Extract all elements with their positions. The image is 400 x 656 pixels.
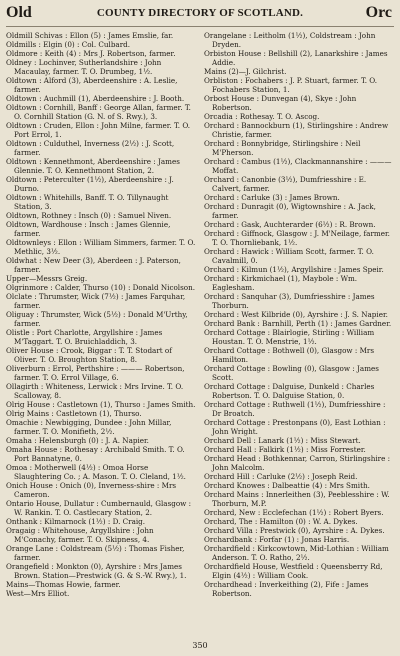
directory-entry: Olgrinmore : Calder, Thurso (10) : Donald Nicolson.	[6, 283, 196, 292]
directory-entry: Orchard : Bonnybridge, Stirlingshire : Neil M'Pherson.	[204, 139, 361, 157]
directory-entry: Olrig House : Castletown (1), Thurso : James Smith.	[6, 400, 196, 409]
page-number: 350	[192, 641, 208, 650]
directory-entry: Orchard : Carluke (3) : James Brown.	[204, 193, 340, 202]
directory-entry: Oliver House : Crook, Biggar : T. T. Stodart of Oliver. T. O. Broughton Station, 8.	[6, 346, 172, 364]
directory-entry: Omoa : Motherwell (4½) : Omoa Horse Slaughtering Co. ; A. Mason. T. O. Cleland, 1½.	[6, 463, 186, 481]
directory-entry: Oldmill Schivas : Ellon (5) : James Emslie, far.	[6, 31, 174, 40]
directory-entry: Oragaig : Whitehouse, Argyllshire : John M'Conachy, farmer. T. O. Skipness, 4.	[6, 526, 154, 544]
directory-entry: Orchard Hall : Falkirk (1½) : Miss Forrester.	[204, 445, 366, 454]
directory-entry: Olistle : Port Charlotte, Argyllshire : James M'Taggart. T. O. Bruichladdich, 3.	[6, 328, 163, 346]
directory-entry: Orchard Cottage : Ruthwell (1½), Dumfriesshire : Dr Broatch.	[204, 400, 386, 418]
directory-entry: Orchard Head : Bothkennar, Carron, Stirlingshire : John Malcolm.	[204, 454, 391, 472]
directory-entry: Orangelane : Leitholm (1½), Coldstream : John Dryden.	[204, 31, 376, 49]
directory-entry: Oldtownleys : Ellon : William Simmers, farmer. T. O. Methlic, 3½.	[6, 238, 196, 256]
directory-entry: Oldtown : Cornhill, Banff : George Allan, farmer. T. O. Cornhill Station (G. N. of S. Rwy.), 3.	[6, 103, 191, 121]
directory-entry: Orbliston : Fochabers : J. P. Stuart, farmer. T. O. Fochabers Station, 1.	[204, 76, 378, 94]
header-right-guide: Orc	[365, 4, 392, 21]
right-column	[204, 31, 394, 598]
directory-entry: Oldtown : Kennethmont, Aberdeenshire : James Glennie. T. O. Kennethmont Station, 2.	[6, 157, 180, 175]
directory-entry: Orchard, New : Ecclefechan (1½) : Robert Byers.	[204, 508, 384, 517]
directory-entry: Oldney : Lochinver, Sutherlandshire : John Macaulay, farmer. T. O. Drumbeg, 1½.	[6, 58, 162, 76]
directory-entry: Orchard Cottage : Prestonpans (0), East Lothian : John Wright.	[204, 418, 386, 436]
directory-entry: Orchard : Hawick : William Scott, farmer. T. O. Cavalmill, 0.	[204, 247, 374, 265]
directory-entry: Ollagirth : Whiteness, Lerwick : Mrs Irvine. T. O. Scalloway, 8.	[6, 382, 184, 400]
entry-columns	[6, 31, 394, 598]
directory-entry: Onthank : Kilmarnock (1½) : D. Craig.	[6, 517, 146, 526]
directory-entry: Orchardfield : Kirkcowtown, Mid-Lothian : William Anderson. T. O. Ratho, 2½.	[204, 544, 389, 562]
directory-entry: Orchard : Gask, Auchterarder (6½) : R. Brown.	[204, 220, 376, 229]
directory-entry: Oldtown : Cruden, Ellon : John Milne, farmer. T. O. Port Errol, 1.	[6, 121, 191, 139]
directory-entry: Oldmore : Keith (4) : Mrs J. Robertson, farmer.	[6, 49, 176, 58]
directory-entry: Orchard : Kilmun (1½), Argyllshire : James Speir.	[204, 265, 384, 274]
directory-entry: Orchard Bank : Barnhill, Perth (1) : James Gardner.	[204, 319, 392, 328]
directory-entry: Orchard, The : Hamilton (0) : W. A. Dykes.	[204, 517, 358, 526]
directory-entry: Oldmills : Elgin (0) : Col. Culbard.	[6, 40, 131, 49]
directory-entry: Orchard : Kirkmichael (1), Maybole : Wm. Eaglesham.	[204, 274, 358, 292]
directory-entry: Omaha : Helensburgh (0) : J. A. Napier.	[6, 436, 149, 445]
directory-entry: Orchard : Sanquhar (3), Dumfriesshire : James Thorburn.	[204, 292, 375, 310]
directory-entry: Oliguay : Thrumster, Wick (5½) : Donald M'Urthy, farmer.	[6, 310, 188, 328]
directory-entry: Oldwhat : New Deer (3), Aberdeen : J. Paterson, farmer.	[6, 256, 181, 274]
header-left-guide: Old	[6, 4, 32, 21]
directory-entry: Mains (2)—J. Gilchrist.	[204, 67, 287, 76]
left-column	[6, 31, 196, 598]
directory-entry: Orchard : Bannockburn (1), Stirlingshire : Andrew Christie, farmer.	[204, 121, 389, 139]
directory-entry: Orchardhead : Inverkeithing (2), Fife : James Robertson.	[204, 580, 369, 598]
directory-entry: Oldtown : Whitehills, Banff. T. O. Tillynaught Station, 3.	[6, 193, 169, 211]
directory-entry: Ontario House, Dullatur : Cumbernauld, Glasgow : W. Rankin. T. O. Castlecary Station, 2.	[6, 499, 192, 517]
directory-entry: Orchard Knowes : Dalbeattie (4) : Mrs Smith.	[204, 481, 370, 490]
directory-entry: Orchard Cottage : Dalguise, Dunkeld : Charles Robertson. T. O. Dalguise Station, 0.	[204, 382, 375, 400]
directory-entry: Orchard : Dunragit (0), Wigtownshire : A. Jack, farmer.	[204, 202, 376, 220]
page-header	[6, 0, 394, 27]
directory-entry: Orchard Mains : Innerleithen (3), Peeblesshire : W. Thorburn, M.P.	[204, 490, 390, 508]
directory-entry: Orange Lane : Coldstream (5½) : Thomas Fisher, farmer.	[6, 544, 185, 562]
header-title: COUNTY DIRECTORY OF SCOTLAND.	[96, 7, 304, 19]
directory-entry: Olclate : Thrumster, Wick (7½) : James Farquhar, farmer.	[6, 292, 186, 310]
directory-entry: Orbost House : Dunvegan (4), Skye : John Robertson.	[204, 94, 357, 112]
directory-entry: Orchard : Giffnock, Glasgow : J. M'Neilage, farmer. T. O. Thornliebank, 1½.	[204, 229, 390, 247]
directory-entry: Oldtown : Peterculter (1½), Aberdeenshire : J. Durno.	[6, 175, 174, 193]
directory-entry: Omaha House : Rothesay : Archibald Smith. T. O. Port Bannatyne, 0.	[6, 445, 185, 463]
directory-entry: Orchard : Canonbie (3½), Dumfriesshire : E. Calvert, farmer.	[204, 175, 367, 193]
directory-entry: Mains—Thomas Howie, farmer.	[6, 580, 121, 589]
directory-entry: Orchard Cottage : Blairlogie, Stirling : William Houstan. T. O. Menstrie, 1½.	[204, 328, 375, 346]
directory-entry: Oldtown, Wardhouse : Insch : James Glennie, farmer.	[6, 220, 171, 238]
directory-entry: Orangefield : Monkton (0), Ayrshire : Mrs James Brown. Station—Prestwick (G. & S.-W. Rwy.), 1.	[6, 562, 187, 580]
directory-entry: Oliverburn : Errol, Perthshire : ——— Robertson, farmer. T. O. Errol Village, 6.	[6, 364, 185, 382]
directory-entry: Orchard Dell : Lanark (1½) : Miss Stewart.	[204, 436, 361, 445]
directory-entry: Orchard Hill : Carluke (2½) : Joseph Reid.	[204, 472, 358, 481]
directory-entry: Orchardbank : Forfar (1) : Jonas Harris.	[204, 535, 350, 544]
directory-entry: Orchard Cottage : Bowling (0), Glasgow : James Scott.	[204, 364, 379, 382]
directory-entry: Oldtown : Alford (3), Aberdeenshire : A. Leslie, farmer.	[6, 76, 178, 94]
directory-entry: Orchard : Cambus (1½), Clackmannanshire : ——— Moffat.	[204, 157, 392, 175]
directory-entry: Omachie : Newbigging, Dundee : John Millar, farmer. T. O. Monifieth, 2½.	[6, 418, 172, 436]
directory-entry: Oldtown : Culduthel, Inverness (2½) : J. Scott, farmer.	[6, 139, 175, 157]
directory-entry: Orchard Villa : Prestwick (0), Ayrshire : A. Dykes.	[204, 526, 385, 535]
directory-entry: Onich House : Onich (0), Inverness-shire : Mrs Cameron.	[6, 481, 177, 499]
directory-entry: West—Mrs Elliot.	[6, 589, 70, 598]
directory-entry: Orbiston House : Bellshill (2), Lanarkshire : James Addie.	[204, 49, 388, 67]
directory-entry: Orchard Cottage : Bothwell (0), Glasgow : Mrs Hamilton.	[204, 346, 375, 364]
directory-entry: Oldtown, Rothney : Insch (0) : Samuel Niven.	[6, 211, 172, 220]
directory-entry: Olrig Mains : Castletown (1), Thurso.	[6, 409, 142, 418]
directory-entry: Orchard : West Kilbride (0), Ayrshire : J. S. Napier.	[204, 310, 388, 319]
directory-entry: Oldtown : Auchmill (1), Aberdeenshire : J. Booth.	[6, 94, 185, 103]
directory-entry: Upper—Messrs Greig.	[6, 274, 88, 283]
directory-entry: Orcadia : Rothesay. T. O. Ascog.	[204, 112, 320, 121]
directory-entry: Orchardfield House, Westfield : Queensberry Rd, Elgin (4½) : William Cook.	[204, 562, 383, 580]
